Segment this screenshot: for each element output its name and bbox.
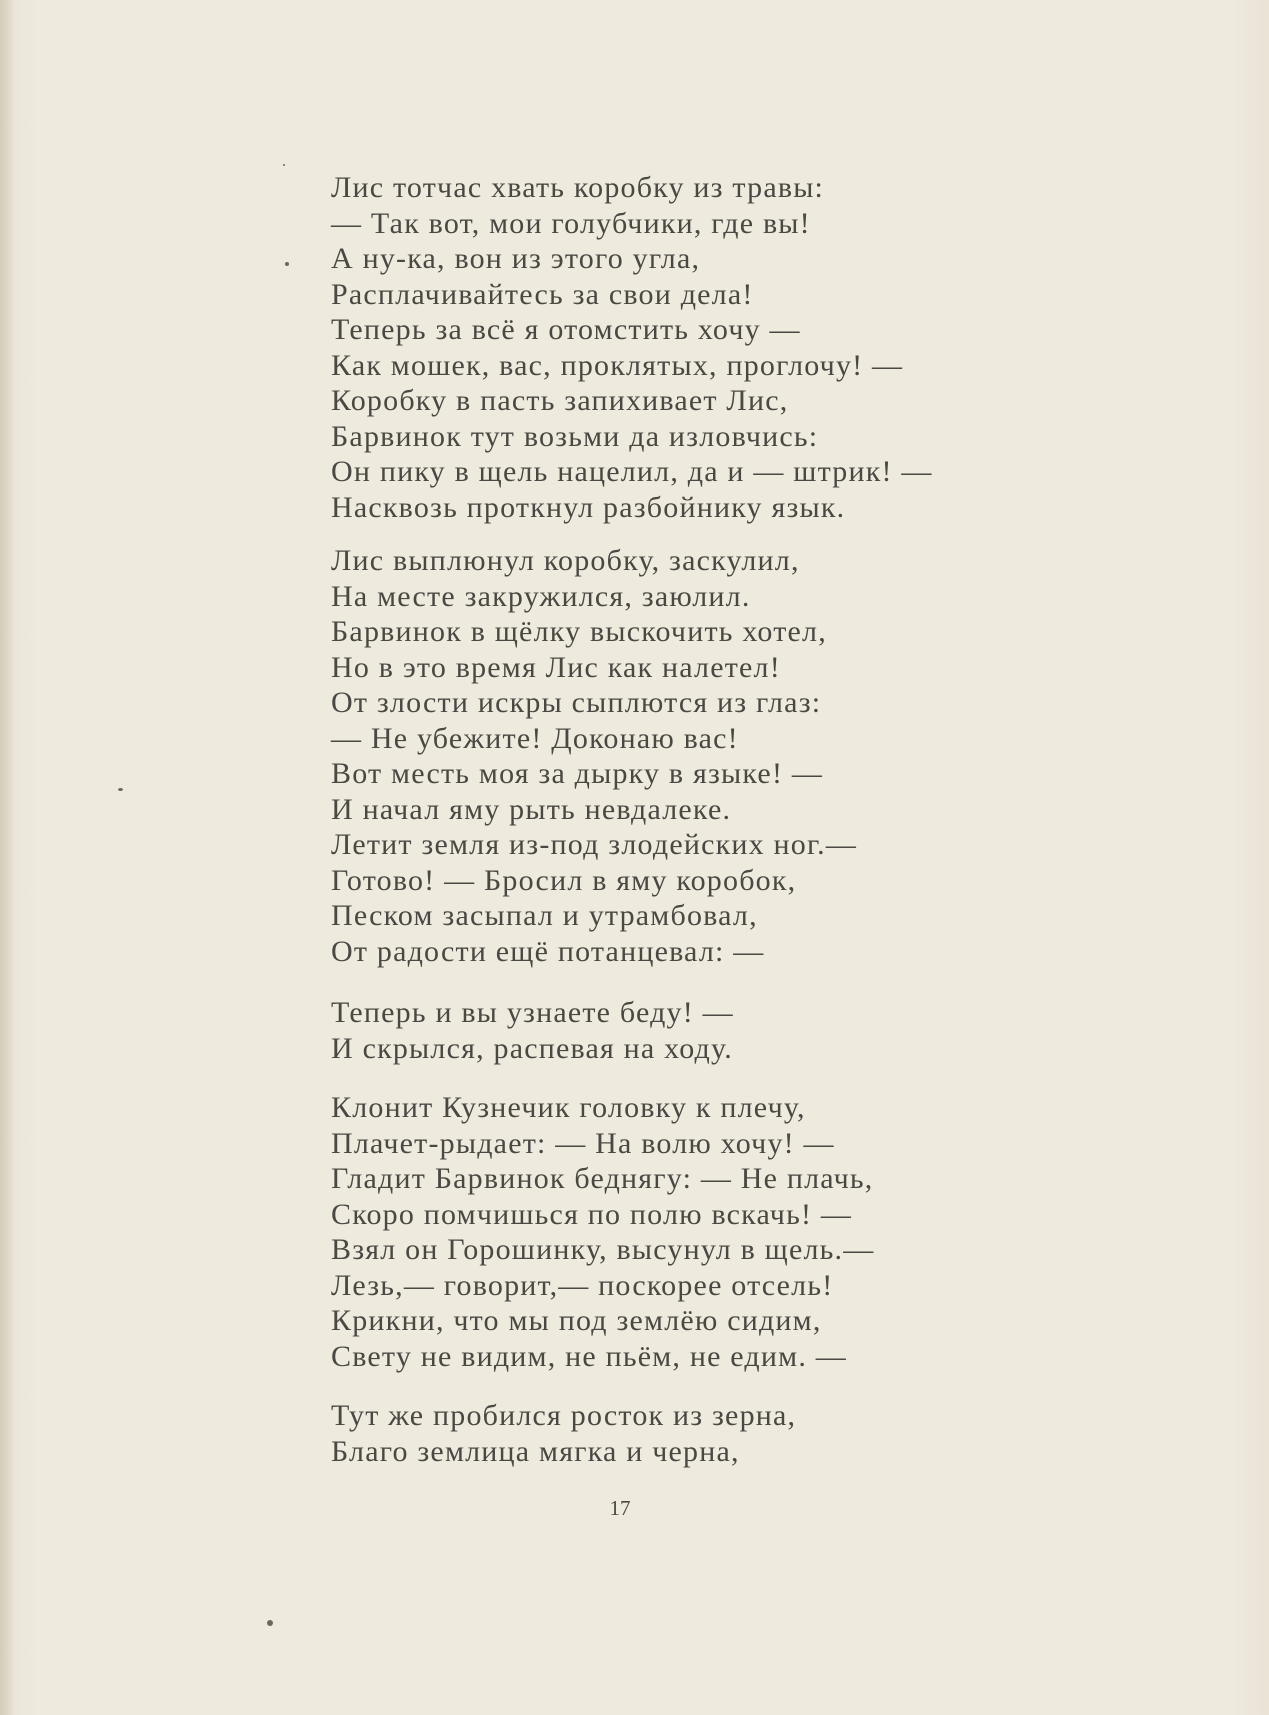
- poem-line: Лезь,— говорит,— поскорее отсель!: [331, 1268, 834, 1302]
- paper-speck: [285, 262, 289, 266]
- poem-line: Песком засыпал и утрамбовал,: [331, 899, 758, 932]
- poem-line: Теперь и вы узнаете беду! —: [331, 996, 734, 1029]
- poem-line: Тут же пробился росток из зерна,: [331, 1399, 797, 1432]
- poem-line: От радости ещё потанцевал: —: [331, 934, 765, 968]
- poem-line: Клонит Кузнечик головку к плечу,: [331, 1091, 806, 1124]
- stanza-2: [331, 543, 1091, 969]
- poem-line: Крикни, что мы под землёю сидим,: [331, 1304, 822, 1337]
- poem-line: Как мошек, вас, проклятых, проглочу! —: [331, 348, 904, 382]
- poem-line: Теперь за всё я отомстить хочу —: [331, 313, 801, 346]
- paper-speck: [267, 1620, 273, 1626]
- poem-line: Готово! — Бросил в яму коробок,: [331, 863, 797, 897]
- poem-line: Барвинок тут возьми да изловчись:: [331, 419, 819, 453]
- poem-line: Взял он Горошинку, высунул в щель.—: [331, 1233, 875, 1266]
- poem-line: Он пику в щель нацелил, да и — штрик! —: [331, 455, 933, 488]
- page-spine-shadow: [0, 0, 14, 1715]
- poem-line: А ну-ка, вон из этого угла,: [331, 242, 701, 275]
- poem-line: И скрылся, распевая на ходу.: [331, 1031, 733, 1065]
- poem-line: — Так вот, мои голубчики, где вы!: [331, 206, 811, 240]
- poem-line: Летит земля из-под злодейских ног.—: [331, 828, 858, 861]
- stanza-1: [331, 170, 1091, 525]
- poem-line: От злости искры сыплются из глаз:: [331, 686, 822, 719]
- poem-line: Барвинок в щёлку выскочить хотел,: [331, 615, 827, 648]
- poem-line: Гладит Барвинок беднягу: — Не плачь,: [331, 1162, 874, 1195]
- paper-speck: [283, 164, 285, 166]
- poem-line: На месте закружился, заюлил.: [331, 579, 751, 613]
- poem-line: Лис выплюнул коробку, заскулил,: [331, 544, 800, 577]
- poem-line: Расплачивайтесь за свои дела!: [331, 277, 754, 311]
- poem-line: Вот месть моя за дырку в языке! —: [331, 757, 824, 790]
- stanza-4: [331, 1090, 1091, 1374]
- poem-line: Лис тотчас хвать коробку из травы:: [331, 171, 825, 204]
- poem-line: Но в это время Лис как налетел!: [331, 650, 781, 684]
- poem-text: [331, 170, 1091, 1487]
- poem-line: Благо землица мягка и черна,: [331, 1434, 740, 1468]
- poem-line: Скоро помчишься по полю вскачь! —: [331, 1197, 853, 1231]
- poem-line: — Не убежите! Доконаю вас!: [331, 721, 739, 755]
- paper-speck: [118, 788, 123, 791]
- poem-line: Плачет-рыдает: — На волю хочу! —: [331, 1126, 835, 1160]
- poem-line: И начал яму рыть невдалеке.: [331, 792, 732, 826]
- poem-line: Свету не видим, не пьём, не едим. —: [331, 1339, 847, 1373]
- poem-line: Коробку в пасть запихивает Лис,: [331, 384, 789, 417]
- stanza-3: [331, 995, 1091, 1066]
- poem-line: Насквозь проткнул разбойнику язык.: [331, 490, 846, 524]
- page-number: 17: [609, 1496, 631, 1520]
- stanza-5: [331, 1398, 1091, 1469]
